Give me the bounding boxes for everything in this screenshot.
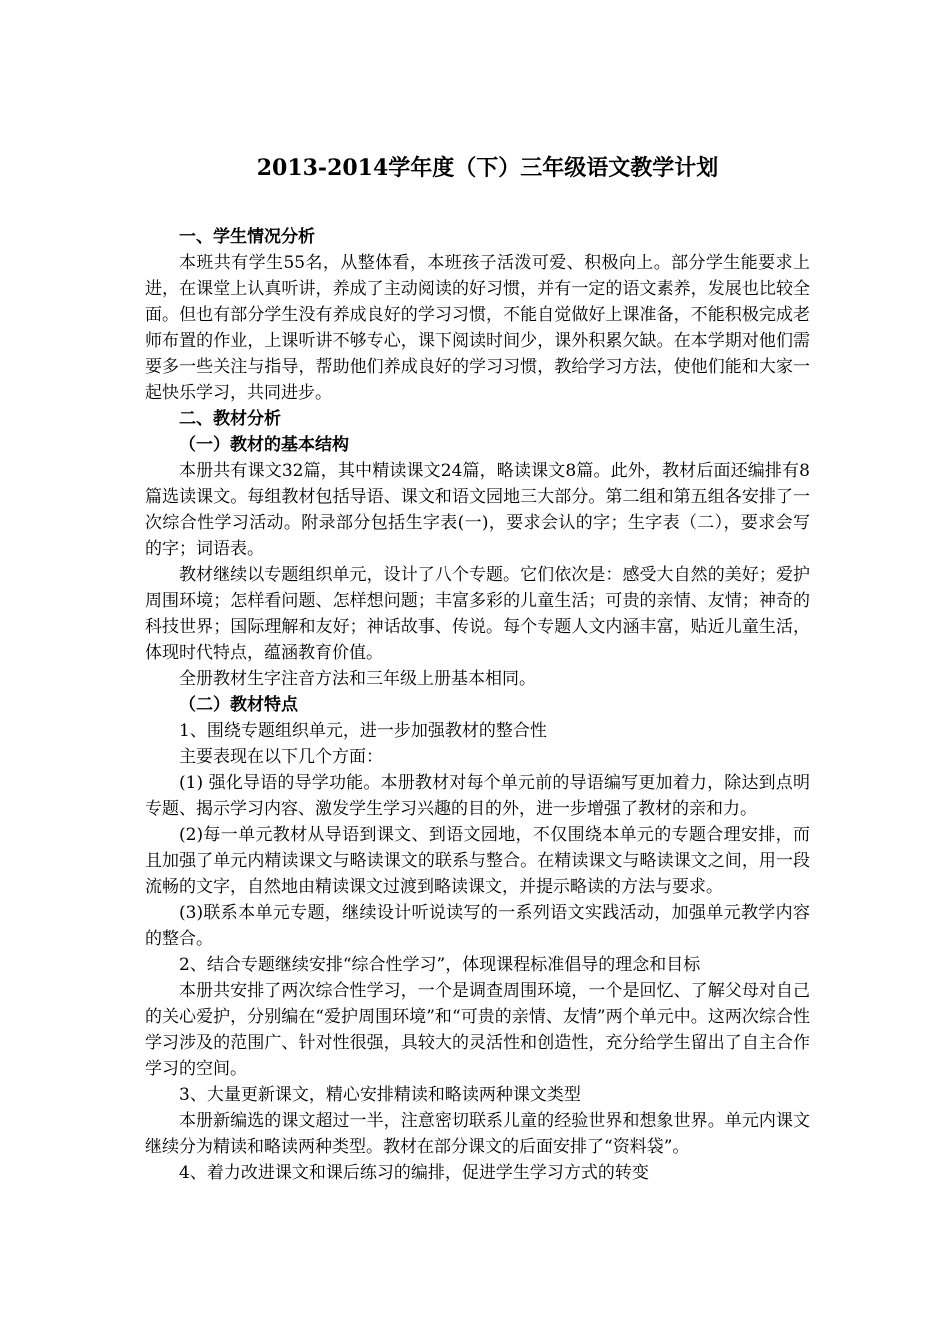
paragraph: (3)联系本单元专题，继续设计听说读写的一系列语文实践活动，加强单元教学内容的整合。 xyxy=(145,903,810,949)
paragraph: 1、围绕专题组织单元，进一步加强教材的整合性 xyxy=(179,721,547,741)
paragraph: 教材继续以专题组织单元，设计了八个专题。它们依次是：感受大自然的美好；爱护周围环境；怎样看问题、怎样想问题；丰富多彩的儿童生活；可贵的亲情、友情；神奇的科技世界；国际理解和友好；神话故事、传说。每个专题人文内涵丰富，贴近儿童生活，体现时代特点，蕴涵教育价值。 xyxy=(145,565,810,663)
section-heading: 二、教材分析 xyxy=(179,409,281,429)
document-title: 2013-2014学年度（下）三年级语文教学计划 xyxy=(256,155,719,181)
paragraph: 2、结合专题继续安排“综合性学习”，体现课程标准倡导的理念和目标 xyxy=(179,955,701,975)
paragraph: 主要表现在以下几个方面： xyxy=(179,747,383,767)
subsection-heading: （二）教材特点 xyxy=(179,695,298,715)
paragraph: 4、着力改进课文和课后练习的编排，促进学生学习方式的转变 xyxy=(179,1163,649,1183)
paragraph: 本册共安排了两次综合性学习，一个是调查周围环境，一个是回忆、了解父母对自己的关心爱护，分别编在“爱护周围环境”和“可贵的亲情、友情”两个单元中。这两次综合性学习涉及的范围广、针对性很强，具较大的灵活性和创造性，充分给学生留出了自主合作学习的空间。 xyxy=(145,981,810,1079)
subsection-heading: （一）教材的基本结构 xyxy=(179,435,349,455)
section-heading: 一、学生情况分析 xyxy=(179,227,315,247)
paragraph: 本册新编选的课文超过一半，注意密切联系儿童的经验世界和想象世界。单元内课文继续分为精读和略读两种类型。教材在部分课文的后面安排了“资料袋”。 xyxy=(145,1111,810,1157)
paragraph: 本班共有学生55名，从整体看，本班孩子活泼可爱、积极向上。部分学生能要求上进，在课堂上认真听讲，养成了主动阅读的好习惯，并有一定的语文素养，发展也比较全面。但也有部分学生没有养成良好的学习习惯，不能自觉做好上课准备，不能积极完成老师布置的作业，上课听讲不够专心，课下阅读时间少，课外积累欠缺。在本学期对他们需要多一些关注与指导，帮助他们养成良好的学习习惯，教给学习方法，使他们能和大家一起快乐学习，共同进步。 xyxy=(145,253,810,403)
paragraph: 本册共有课文32篇，其中精读课文24篇，略读课文8篇。此外，教材后面还编排有8篇选读课文。每组教材包括导语、课文和语文园地三大部分。第二组和第五组各安排了一次综合性学习活动。附录部分包括生字表(一)，要求会认的字；生字表（二），要求会写的字；词语表。 xyxy=(145,461,810,559)
paragraph: 3、大量更新课文，精心安排精读和略读两种课文类型 xyxy=(179,1085,581,1105)
paragraph: (2)每一单元教材从导语到课文、到语文园地，不仅围绕本单元的专题合理安排，而且加强了单元内精读课文与略读课文的联系与整合。在精读课文与略读课文之间，用一段流畅的文字，自然地由精读课文过渡到略读课文，并提示略读的方法与要求。 xyxy=(145,825,810,897)
paragraph: (1) 强化导语的导学功能。本册教材对每个单元前的导语编写更加着力，除达到点明专题、揭示学习内容、激发学生学习兴趣的目的外，进一步增强了教材的亲和力。 xyxy=(145,773,810,819)
document-page xyxy=(145,150,810,1186)
paragraph: 全册教材生字注音方法和三年级上册基本相同。 xyxy=(179,669,536,689)
